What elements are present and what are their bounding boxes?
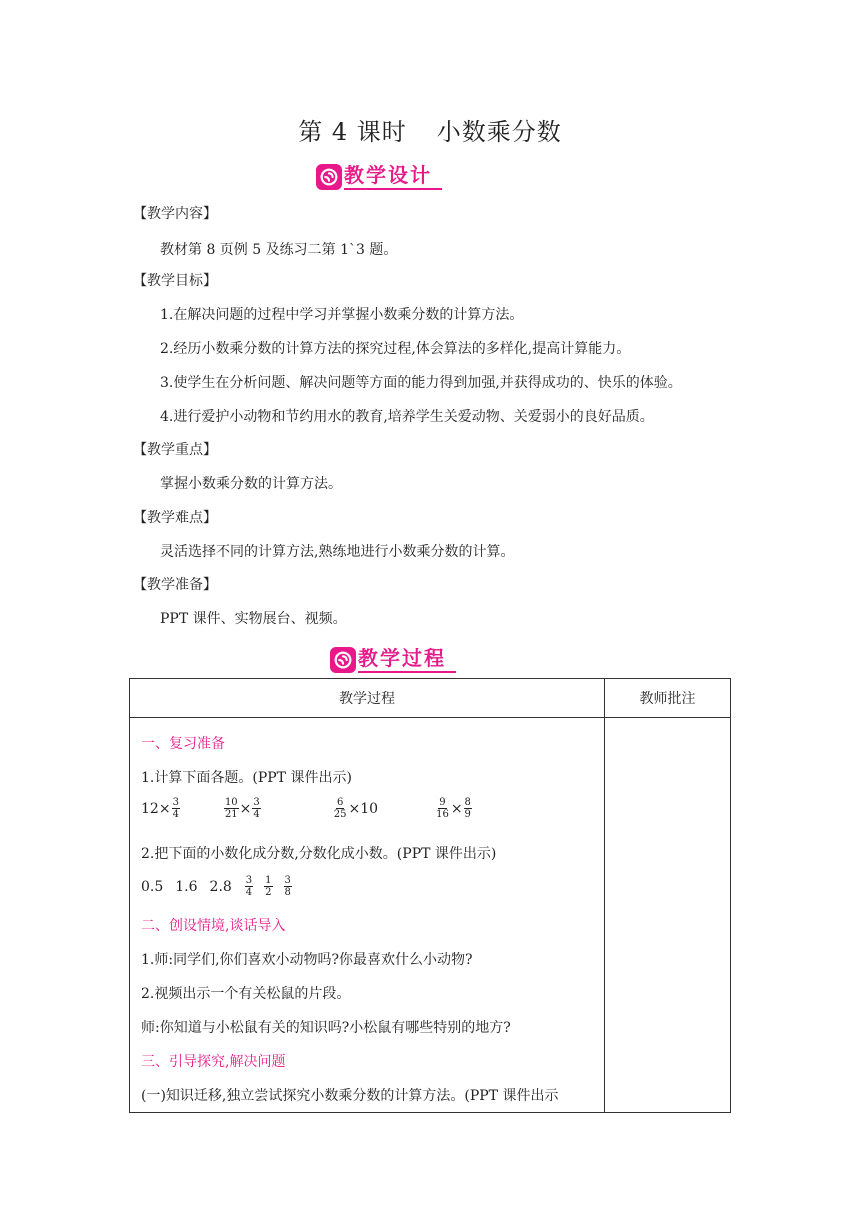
page-title xyxy=(0,112,860,147)
fraction: $\frac{6}{25}$ xyxy=(333,797,347,820)
key-text: 掌握小数乘分数的计算方法。 xyxy=(160,476,342,492)
goal-item: 1.在解决问题的过程中学习并掌握小数乘分数的计算方法。 xyxy=(160,307,524,323)
banner-teaching-design xyxy=(316,160,442,190)
lesson-number: 第 4 课时 xyxy=(298,118,407,146)
dialogue-line: 师:你知道与小松鼠有关的知识吗?小松鼠有哪些特别的地方? xyxy=(141,1020,511,1036)
section-heading-goals: 【教学目标】 xyxy=(133,273,217,289)
expression: $\frac{9}{16}$ × $\frac{8}{9}$ xyxy=(436,797,471,820)
header-teacher-notes: 教师批注 xyxy=(605,679,731,718)
fraction: $\frac{1}{2}$ xyxy=(265,875,272,898)
dialogue-line: 2.视频出示一个有关松鼠的片段。 xyxy=(141,986,351,1002)
goal-item: 4.进行爱护小动物和节约用水的教育,培养学生关爱动物、关爱弱小的良好品质。 xyxy=(160,409,654,425)
dialogue-line: (一)知识迁移,独立尝试探究小数乘分数的计算方法。(PPT 课件出示 xyxy=(141,1088,559,1104)
fraction: $\frac{3}{8}$ xyxy=(284,875,291,898)
fraction: $\frac{3}{4}$ xyxy=(172,797,179,820)
expression-row xyxy=(141,797,515,820)
dialogue-line: 1.师:同学们,你们喜欢小动物吗?你最喜欢什么小动物? xyxy=(141,952,473,968)
difficulty-text: 灵活选择不同的计算方法,熟练地进行小数乘分数的计算。 xyxy=(160,544,515,560)
step-heading: 一、复习准备 xyxy=(141,736,225,752)
content-text: 教材第 8 页例 5 及练习二第 1`3 题。 xyxy=(160,242,398,258)
exercise-line: 2.把下面的小数化成分数,分数化成小数。(PPT 课件出示) xyxy=(141,846,497,862)
process-content xyxy=(131,719,603,1111)
section-heading-prep: 【教学准备】 xyxy=(133,577,217,593)
lesson-topic: 小数乘分数 xyxy=(436,118,562,146)
step-heading: 三、引导探究,解决问题 xyxy=(141,1054,286,1070)
goal-item: 3.使学生在分析问题、解决问题等方面的能力得到加强,并获得成功的、快乐的体验。 xyxy=(160,375,682,391)
conversion-row xyxy=(141,875,293,898)
expression: 12 × $\frac{3}{4}$ xyxy=(141,797,179,820)
expression: $\frac{6}{25}$ × 10 xyxy=(333,797,379,820)
decimal-value: 2.8 xyxy=(209,878,232,895)
decimal-value: 0.5 xyxy=(141,878,164,895)
step-heading: 二、创设情境,谈话导入 xyxy=(141,918,286,934)
fraction: $\frac{3}{4}$ xyxy=(253,797,260,820)
swirl-logo-icon xyxy=(316,164,342,190)
teacher-notes-cell xyxy=(605,718,731,1113)
swirl-logo-icon xyxy=(330,647,356,673)
exercise-line: 1.计算下面各题。(PPT 课件出示) xyxy=(141,770,352,786)
fraction: $\frac{9}{16}$ xyxy=(436,797,449,820)
header-process: 教学过程 xyxy=(130,679,605,718)
decimal-value: 1.6 xyxy=(175,878,198,895)
process-table xyxy=(129,678,731,1113)
fraction: $\frac{8}{9}$ xyxy=(464,797,471,820)
section-heading-key: 【教学重点】 xyxy=(133,442,217,458)
banner-label: 教学过程 xyxy=(358,646,456,673)
goal-item: 2.经历小数乘分数的计算方法的探究过程,体会算法的多样化,提高计算能力。 xyxy=(160,341,631,357)
section-heading-difficulty: 【教学难点】 xyxy=(133,510,217,526)
expression: $\frac{10}{21}$ × $\frac{3}{4}$ xyxy=(224,797,260,820)
fraction: $\frac{3}{4}$ xyxy=(245,875,253,898)
banner-label: 教学设计 xyxy=(344,163,442,190)
fraction: $\frac{10}{21}$ xyxy=(224,797,238,820)
section-heading-content: 【教学内容】 xyxy=(133,206,217,222)
prep-text: PPT 课件、实物展台、视频。 xyxy=(160,611,347,627)
banner-teaching-process xyxy=(330,643,456,673)
